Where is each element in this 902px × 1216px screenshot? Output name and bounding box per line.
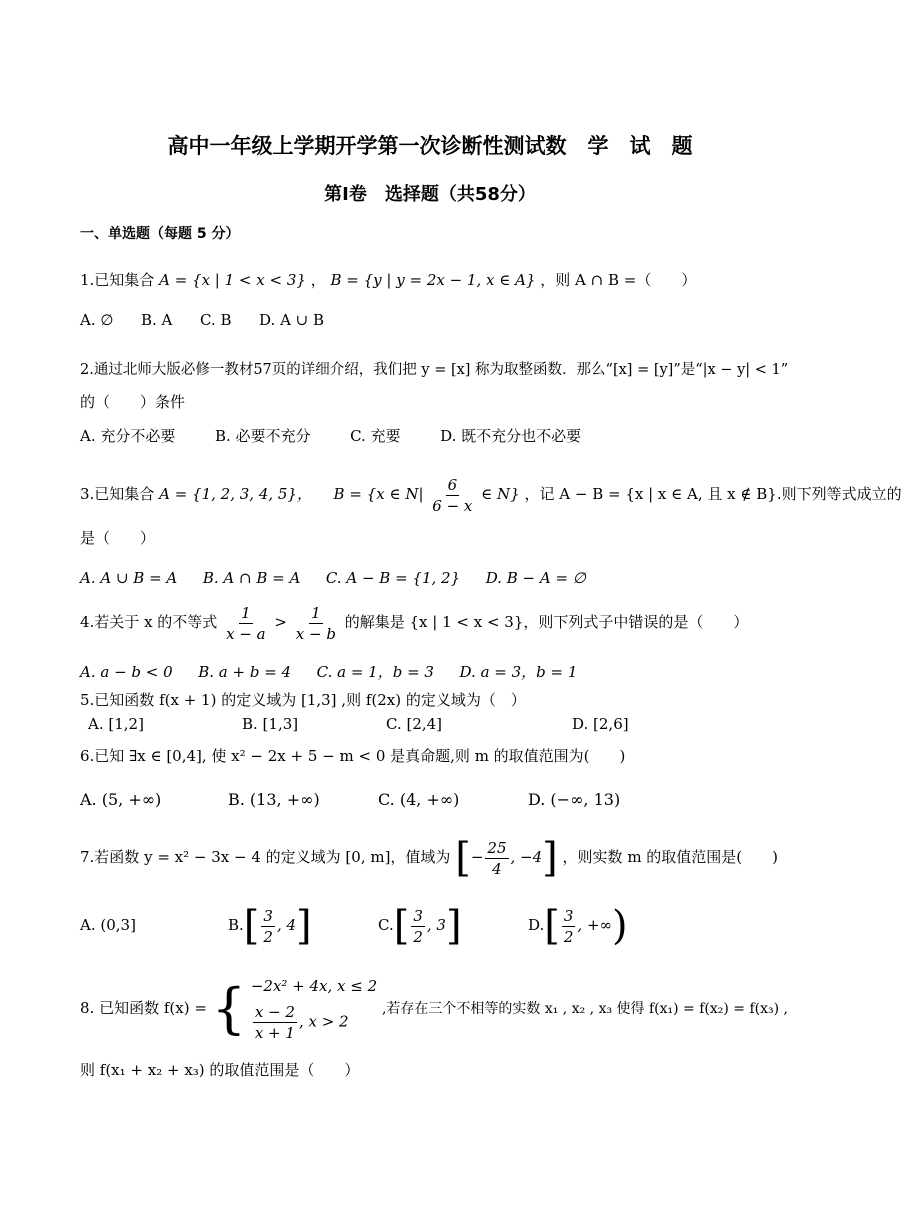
- q7-range-numerator: 25: [487, 838, 507, 857]
- q3-set-b-end: ∈ N}: [481, 485, 520, 503]
- q6-option-b[interactable]: B. (13, +∞): [228, 790, 320, 809]
- q8-piecewise-cases: [251, 976, 377, 1043]
- q7-option-d-label: D.: [528, 916, 545, 934]
- q7-c-fraction: [411, 906, 425, 947]
- q5-option-a[interactable]: A. [1,2]: [88, 715, 144, 733]
- q7-option-d[interactable]: [528, 900, 628, 950]
- q7-option-a[interactable]: A. (0,3]: [80, 916, 136, 934]
- q8-prefix: 8. 已知函数 f(x) =: [80, 999, 207, 1017]
- question-8: [80, 968, 800, 1048]
- q4-left-numerator: 1: [241, 603, 251, 622]
- q7-b-bracket-open: [: [243, 903, 260, 949]
- q8-case-2: [251, 1002, 377, 1043]
- q2-option-b[interactable]: B. 必要不充分: [214, 427, 311, 445]
- q1-option-b[interactable]: B. A: [141, 311, 173, 329]
- q1-option-c[interactable]: C. B: [199, 311, 232, 329]
- question-1: 1.已知集合 A = {x | 1 < x < 3} ， B = {y | y = 2x − 1, x ∈ A} ，则 A ∩ B =（ ）: [80, 271, 697, 289]
- q5-option-b[interactable]: B. [1,3]: [242, 715, 299, 733]
- q4-right-denominator: x − b: [295, 624, 336, 643]
- q7-b-bracket-close: ]: [296, 903, 312, 949]
- q7-d-fraction: [562, 906, 576, 947]
- q7-b-numerator: 3: [263, 906, 273, 925]
- q3-set-b-start: B = {x ∈ N|: [333, 485, 424, 503]
- q4-prefix: 4.若关于 x 的不等式: [80, 613, 218, 631]
- question-2-line-2: 的（ ）条件: [80, 393, 186, 411]
- q7-b-fraction: [261, 906, 275, 947]
- question-7: [80, 832, 778, 882]
- q3-fraction: [430, 475, 474, 516]
- q4-tail: 的解集是 {x | 1 < x < 3}，则下列式子中错误的是（ ）: [344, 613, 749, 631]
- q7-option-b[interactable]: [228, 900, 312, 950]
- q6-option-d[interactable]: D. (−∞, 13): [528, 790, 621, 809]
- q8-tail: ,若存在三个不相等的实数 x₁ , x₂ , x₃ 使得 f(x₁) = f(x₂) = f(x₃) ,: [381, 1001, 788, 1017]
- q7-range-end: , −4: [510, 848, 543, 866]
- question-2-line-1: 2.通过北师大版必修一教材57页的详细介绍，我们把 y = [x] 称为取整函数．那么“[x] = [y]”是“|x − y| < 1”: [80, 362, 789, 378]
- q7-b-denominator: 2: [263, 927, 273, 946]
- q7-c-end: , 3: [426, 916, 446, 934]
- q3-set-a: A = {1, 2, 3, 4, 5}，: [159, 485, 312, 503]
- q7-option-c[interactable]: [378, 900, 462, 950]
- q1-options: [80, 310, 324, 330]
- q4-right-numerator: 1: [311, 603, 321, 622]
- q3-option-a[interactable]: A. A ∪ B = A: [80, 569, 178, 587]
- q3-note: ，记 A − B = {x | x ∈ A, 且 x ∉ B}.则下列等式成立的: [524, 485, 902, 503]
- q7-c-bracket-close: ]: [445, 903, 462, 949]
- part-title: 第Ⅰ卷 选择题（共58分）: [324, 184, 536, 205]
- q7-range-fraction: [485, 838, 508, 879]
- q3-prefix: 3.已知集合: [80, 485, 155, 503]
- q6-option-a[interactable]: A. (5, +∞): [80, 790, 162, 809]
- q3-options: [80, 568, 586, 588]
- q4-option-a[interactable]: A. a − b < 0: [80, 663, 173, 681]
- q3-fraction-numerator: 6: [447, 475, 458, 494]
- question-5: 5.已知函数 f(x + 1) 的定义域为 [1,3] ,则 f(2x) 的定义域为（ ）: [80, 691, 526, 709]
- question-3: [80, 472, 902, 516]
- q7-c-numerator: 3: [413, 906, 423, 925]
- q4-option-c[interactable]: C. a = 1，b = 3: [316, 663, 434, 681]
- q2-option-c[interactable]: C. 充要: [350, 427, 401, 445]
- q8-case-2-numerator: x − 2: [254, 1002, 295, 1021]
- q1-tail: ，则 A ∩ B =（ ）: [540, 271, 697, 289]
- q8-case-2-denominator: x + 1: [254, 1023, 295, 1042]
- q3-option-b[interactable]: B. A ∩ B = A: [202, 569, 301, 587]
- q7-range-bracket-close: ]: [542, 835, 558, 881]
- q3-option-c[interactable]: C. A − B = {1, 2}: [325, 569, 461, 587]
- q1-prefix: 1.已知集合: [80, 271, 155, 289]
- q4-fraction-right: [294, 603, 338, 644]
- q8-piecewise-brace: {: [211, 977, 247, 1040]
- q7-d-numerator: 3: [563, 906, 574, 925]
- q1-option-a[interactable]: A. ∅: [80, 311, 114, 329]
- q1-set-b: B = {y | y = 2x − 1, x ∈ A}: [330, 271, 536, 289]
- q7-d-denominator: 2: [563, 927, 574, 946]
- q8-case-2-condition: , x > 2: [298, 1012, 349, 1030]
- q5-option-d[interactable]: D. [2,6]: [572, 715, 629, 733]
- question-4: [80, 600, 748, 644]
- q7-d-bracket-open: [: [544, 903, 560, 949]
- q7-b-end: , 4: [276, 916, 297, 934]
- q7-d-end: , +∞: [577, 916, 613, 934]
- q3-option-d[interactable]: D. B − A = ∅: [485, 569, 586, 587]
- q6-option-c[interactable]: C. (4, +∞): [378, 790, 460, 809]
- exam-title: 高中一年级上学期开学第一次诊断性测试数 学 试 题: [167, 134, 693, 158]
- question-6: 6.已知 ∃x ∈ [0,4], 使 x² − 2x + 5 − m < 0 是真命题,则 m 的取值范围为( ): [80, 747, 626, 765]
- q2-option-a[interactable]: A. 充分不必要: [80, 427, 176, 445]
- q3-fraction-denominator: 6 − x: [432, 496, 473, 515]
- question-8-line-2: 则 f(x₁ + x₂ + x₃) 的取值范围是（ ）: [80, 1061, 360, 1079]
- q8-case-1: −2x² + 4x, x ≤ 2: [250, 976, 378, 995]
- q7-range-bracket-open: [: [455, 835, 471, 881]
- q7-option-b-label: B.: [228, 916, 244, 934]
- q7-tail: ，则实数 m 的取值范围是( ): [562, 848, 779, 866]
- q7-c-bracket-open: [: [393, 903, 410, 949]
- question-3-line-2: 是（ ）: [80, 529, 156, 547]
- q8-case-2-fraction: [253, 1002, 297, 1043]
- q4-options: [80, 662, 577, 682]
- q7-option-c-label: C.: [378, 916, 394, 934]
- q1-option-d[interactable]: D. A ∪ B: [259, 311, 325, 329]
- q7-prefix: 7.若函数 y = x² − 3x − 4 的定义域为 [0, m]，值域为: [80, 848, 451, 866]
- q4-option-b[interactable]: B. a + b = 4: [198, 663, 292, 681]
- q1-set-a: A = {x | 1 < x < 3}: [159, 271, 306, 289]
- q7-d-bracket-close: ): [612, 903, 628, 949]
- q4-option-d[interactable]: D. a = 3，b = 1: [459, 663, 578, 681]
- q2-options: [80, 426, 581, 446]
- section-heading: 一、单选题（每题 5 分）: [80, 226, 240, 242]
- q4-greater-than: >: [274, 613, 287, 631]
- q2-option-d[interactable]: D. 既不充分也不必要: [440, 427, 582, 445]
- q7-range-denominator: 4: [492, 859, 502, 878]
- q4-left-denominator: x − a: [226, 624, 266, 643]
- q5-option-c[interactable]: C. [2,4]: [386, 715, 443, 733]
- q7-range-minus: −: [470, 848, 484, 866]
- q4-fraction-left: [224, 603, 268, 644]
- q7-c-denominator: 2: [413, 927, 423, 946]
